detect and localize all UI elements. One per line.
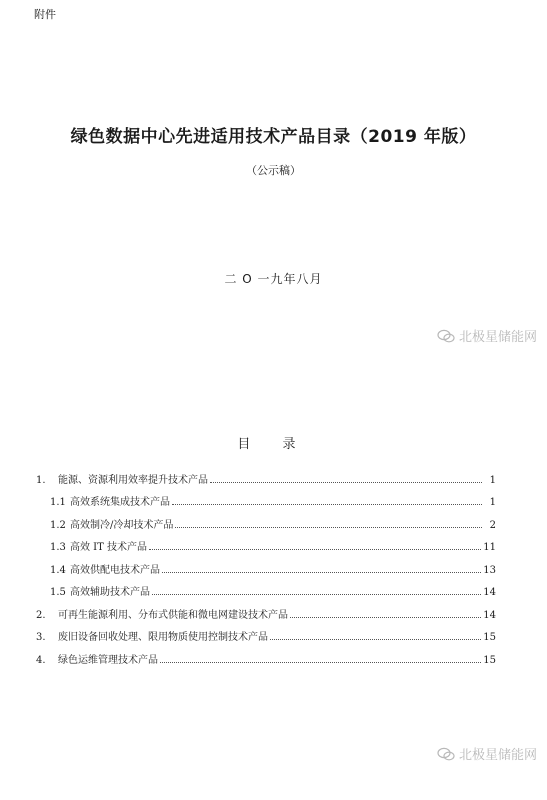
attachment-label: 附件 <box>34 8 56 21</box>
toc-item-page: 11 <box>483 542 496 553</box>
toc-item-number: 2. <box>36 609 46 621</box>
toc-leader-dots <box>270 638 481 640</box>
toc-item-page: 13 <box>483 564 496 576</box>
toc-leader-dots <box>162 571 481 573</box>
toc-item-page: 15 <box>483 654 496 666</box>
toc-item-label: 绿色运维管理技术产品 <box>58 654 158 666</box>
toc-leader-dots <box>152 593 481 595</box>
toc-item-label: 可再生能源利用、分布式供能和微电网建设技术产品 <box>58 609 288 621</box>
toc-item[interactable] <box>36 576 496 599</box>
toc-item[interactable] <box>36 486 496 509</box>
toc-leader-dots <box>290 616 481 618</box>
toc-item-number: 1. <box>36 474 46 486</box>
toc-item-label: 高效系统集成技术产品 <box>70 497 170 508</box>
toc-item-label: 能源、资源利用效率提升技术产品 <box>58 474 208 486</box>
toc-item[interactable] <box>36 508 496 531</box>
toc-item-number: 1.2 <box>50 519 66 531</box>
toc-item-number: 1.3 <box>50 542 66 553</box>
toc-item[interactable] <box>36 553 496 576</box>
toc-item[interactable] <box>36 643 496 666</box>
toc-item-page: 1 <box>489 474 496 486</box>
toc-item[interactable] <box>36 463 496 486</box>
toc-item-number: 3. <box>36 632 46 643</box>
toc-item-number: 1.1 <box>50 497 66 508</box>
toc-leader-dots <box>175 526 482 528</box>
document-title: 绿色数据中心先进适用技术产品目录（2019 年版） <box>70 127 477 147</box>
document-date: 二 O 一九年八月 <box>224 272 323 286</box>
toc-item-number: 1.4 <box>50 564 66 576</box>
toc-item[interactable] <box>36 598 496 621</box>
toc-item-page: 15 <box>483 632 496 643</box>
wechat-icon <box>437 329 455 343</box>
toc-item-page: 2 <box>489 519 496 531</box>
toc-item-label: 高效供配电技术产品 <box>70 564 160 576</box>
watermark-text: 北极星储能网 <box>458 748 537 763</box>
toc-heading: 目 录 <box>237 437 310 452</box>
watermark <box>437 744 537 763</box>
toc-leader-dots <box>149 548 481 550</box>
toc-item-label: 高效 IT 技术产品 <box>70 542 147 553</box>
toc-item-number: 4. <box>36 654 46 666</box>
watermark-text: 北极星储能网 <box>458 330 537 345</box>
toc-item-label: 废旧设备回收处理、限用物质使用控制技术产品 <box>58 632 268 643</box>
toc-item-number: 1.5 <box>50 587 66 598</box>
toc-item-page: 14 <box>483 609 496 621</box>
toc-item-label: 高效辅助技术产品 <box>70 587 150 598</box>
toc-item[interactable] <box>36 531 496 554</box>
toc-item-page: 14 <box>483 587 496 598</box>
wechat-icon <box>437 747 455 761</box>
toc-item-page: 1 <box>489 497 496 508</box>
toc-leader-dots <box>160 661 481 663</box>
table-of-contents <box>36 463 496 666</box>
toc-item-label: 高效制冷/冷却技术产品 <box>70 519 174 531</box>
toc-item[interactable] <box>36 621 496 644</box>
watermark <box>437 326 537 345</box>
toc-leader-dots <box>210 481 482 483</box>
toc-leader-dots <box>172 503 482 505</box>
document-subtitle: （公示稿） <box>246 164 301 177</box>
